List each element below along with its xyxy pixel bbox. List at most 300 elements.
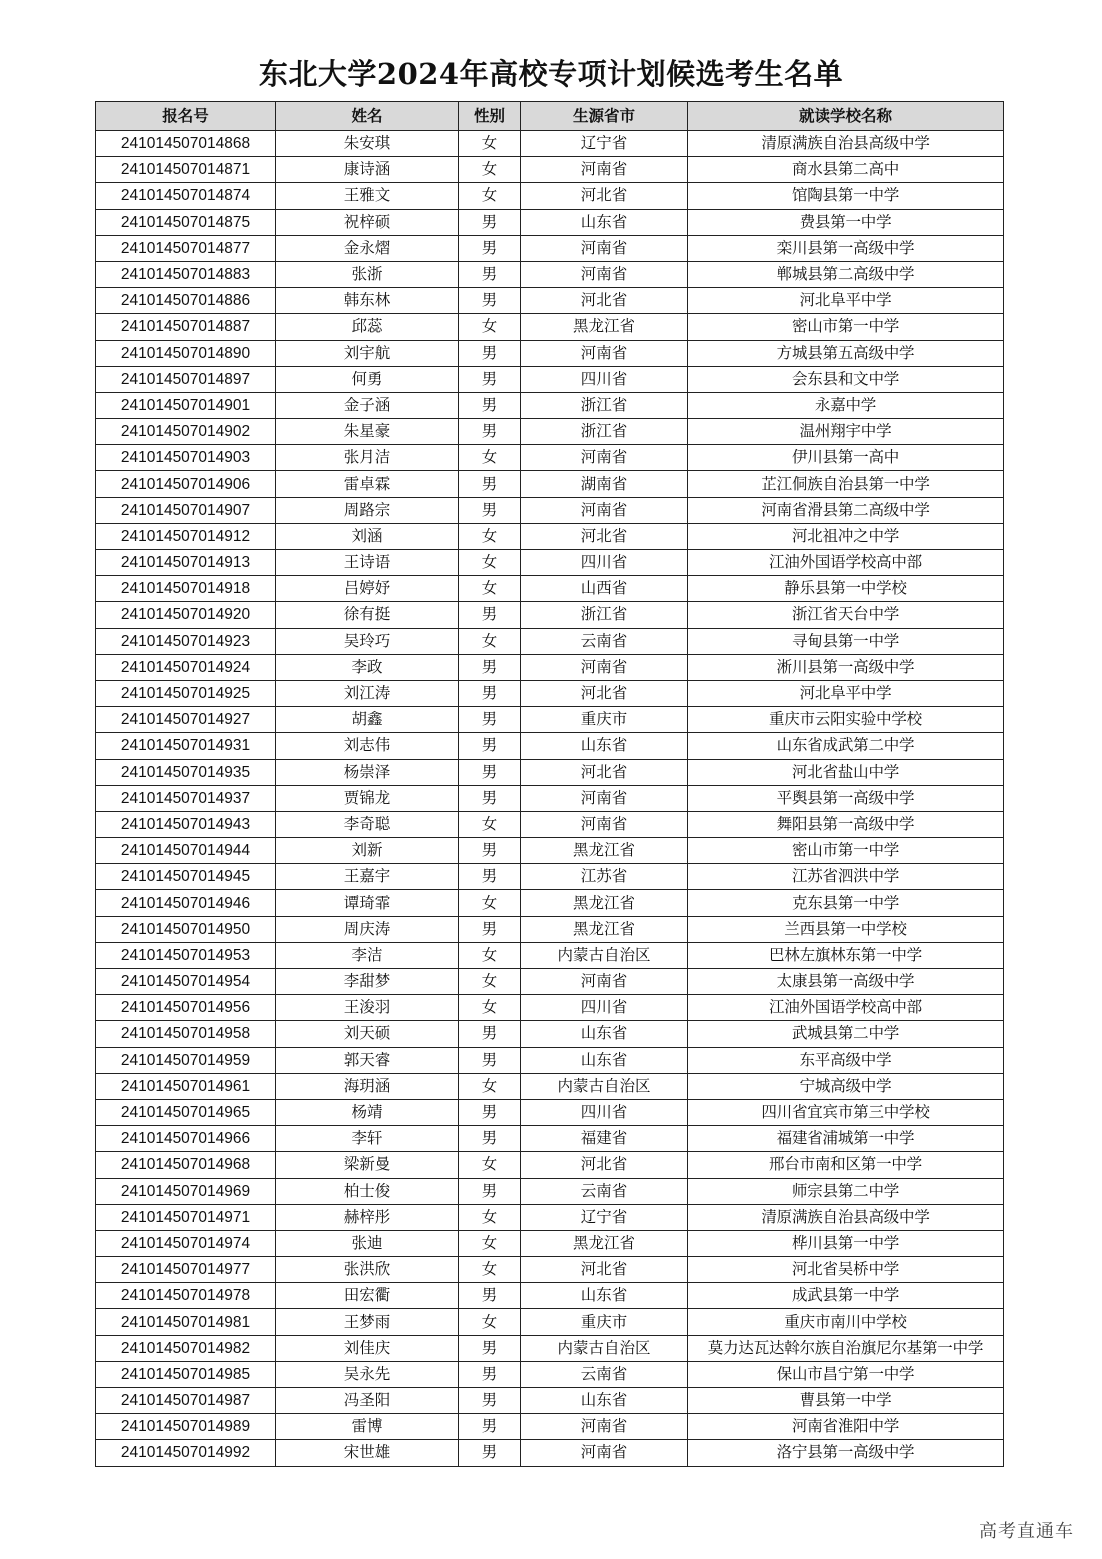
cell-school: 清原满族自治县高级中学: [688, 131, 1004, 157]
table-row: [96, 1230, 1004, 1256]
cell-province: 河南省: [521, 340, 688, 366]
cell-name: 刘新: [276, 838, 459, 864]
cell-id: 241014507014985: [96, 1361, 276, 1387]
cell-school: 清原满族自治县高级中学: [688, 1204, 1004, 1230]
cell-province: 山东省: [521, 1388, 688, 1414]
cell-school: 曹县第一中学: [688, 1388, 1004, 1414]
cell-id: 241014507014931: [96, 733, 276, 759]
header-province: 生源省市: [521, 102, 688, 131]
cell-gender: 男: [459, 235, 521, 261]
cell-province: 河北省: [521, 288, 688, 314]
cell-gender: 女: [459, 1152, 521, 1178]
header-name: 姓名: [276, 102, 459, 131]
cell-gender: 女: [459, 1204, 521, 1230]
table-row: [96, 550, 1004, 576]
cell-province: 河北省: [521, 523, 688, 549]
cell-province: 福建省: [521, 1126, 688, 1152]
cell-name: 李洁: [276, 942, 459, 968]
table-row: [96, 1414, 1004, 1440]
cell-name: 刘天硕: [276, 1021, 459, 1047]
cell-gender: 男: [459, 1283, 521, 1309]
cell-name: 冯圣阳: [276, 1388, 459, 1414]
header-school: 就读学校名称: [688, 102, 1004, 131]
cell-province: 四川省: [521, 550, 688, 576]
cell-id: 241014507014918: [96, 576, 276, 602]
cell-name: 张月洁: [276, 445, 459, 471]
cell-id: 241014507014992: [96, 1440, 276, 1466]
table-row: [96, 995, 1004, 1021]
cell-id: 241014507014971: [96, 1204, 276, 1230]
cell-school: 保山市昌宁第一中学: [688, 1361, 1004, 1387]
cell-gender: 男: [459, 864, 521, 890]
table-row: [96, 445, 1004, 471]
cell-province: 内蒙古自治区: [521, 1073, 688, 1099]
cell-gender: 男: [459, 759, 521, 785]
cell-province: 浙江省: [521, 419, 688, 445]
cell-id: 241014507014959: [96, 1047, 276, 1073]
cell-school: 洛宁县第一高级中学: [688, 1440, 1004, 1466]
cell-name: 宋世雄: [276, 1440, 459, 1466]
cell-province: 河北省: [521, 680, 688, 706]
cell-province: 江苏省: [521, 864, 688, 890]
cell-school: 河北阜平中学: [688, 680, 1004, 706]
table-row: [96, 1021, 1004, 1047]
cell-school: 东平高级中学: [688, 1047, 1004, 1073]
cell-name: 韩东林: [276, 288, 459, 314]
cell-name: 张洪欣: [276, 1257, 459, 1283]
cell-name: 刘涵: [276, 523, 459, 549]
cell-gender: 男: [459, 916, 521, 942]
cell-name: 郭天睿: [276, 1047, 459, 1073]
cell-name: 胡鑫: [276, 707, 459, 733]
cell-school: 郸城县第二高级中学: [688, 261, 1004, 287]
cell-gender: 男: [459, 497, 521, 523]
cell-id: 241014507014982: [96, 1335, 276, 1361]
cell-province: 辽宁省: [521, 131, 688, 157]
cell-province: 四川省: [521, 995, 688, 1021]
cell-school: 静乐县第一中学校: [688, 576, 1004, 602]
cell-id: 241014507014883: [96, 261, 276, 287]
cell-gender: 女: [459, 995, 521, 1021]
cell-school: 重庆市云阳实验中学校: [688, 707, 1004, 733]
cell-school: 浙江省天台中学: [688, 602, 1004, 628]
cell-name: 朱星豪: [276, 419, 459, 445]
cell-name: 雷博: [276, 1414, 459, 1440]
cell-school: 寻甸县第一中学: [688, 628, 1004, 654]
cell-school: 成武县第一中学: [688, 1283, 1004, 1309]
table-row: [96, 1047, 1004, 1073]
cell-province: 河北省: [521, 183, 688, 209]
cell-gender: 男: [459, 1335, 521, 1361]
table-row: [96, 1440, 1004, 1466]
cell-province: 山东省: [521, 1021, 688, 1047]
cell-gender: 男: [459, 1178, 521, 1204]
cell-province: 辽宁省: [521, 1204, 688, 1230]
cell-id: 241014507014924: [96, 654, 276, 680]
cell-province: 黑龙江省: [521, 890, 688, 916]
cell-province: 河南省: [521, 1414, 688, 1440]
cell-name: 吴玲巧: [276, 628, 459, 654]
cell-gender: 男: [459, 707, 521, 733]
cell-province: 浙江省: [521, 392, 688, 418]
table-body: [96, 131, 1004, 1467]
cell-name: 海玥涵: [276, 1073, 459, 1099]
table-row: [96, 1361, 1004, 1387]
table-row: [96, 916, 1004, 942]
cell-id: 241014507014887: [96, 314, 276, 340]
table-row: [96, 1257, 1004, 1283]
table-row: [96, 288, 1004, 314]
cell-school: 密山市第一中学: [688, 838, 1004, 864]
cell-gender: 男: [459, 392, 521, 418]
table-row: [96, 1283, 1004, 1309]
cell-id: 241014507014925: [96, 680, 276, 706]
cell-name: 田宏衢: [276, 1283, 459, 1309]
cell-school: 密山市第一中学: [688, 314, 1004, 340]
cell-id: 241014507014977: [96, 1257, 276, 1283]
cell-gender: 男: [459, 366, 521, 392]
cell-gender: 女: [459, 445, 521, 471]
cell-school: 会东县和文中学: [688, 366, 1004, 392]
table-row: [96, 785, 1004, 811]
cell-gender: 男: [459, 1388, 521, 1414]
cell-gender: 男: [459, 1099, 521, 1125]
table-row: [96, 707, 1004, 733]
header-id: 报名号: [96, 102, 276, 131]
cell-province: 山西省: [521, 576, 688, 602]
cell-province: 河南省: [521, 235, 688, 261]
cell-gender: 男: [459, 733, 521, 759]
cell-id: 241014507014901: [96, 392, 276, 418]
cell-id: 241014507014974: [96, 1230, 276, 1256]
cell-school: 费县第一中学: [688, 209, 1004, 235]
table-row: [96, 628, 1004, 654]
cell-id: 241014507014906: [96, 471, 276, 497]
cell-id: 241014507014886: [96, 288, 276, 314]
cell-name: 梁新曼: [276, 1152, 459, 1178]
cell-name: 何勇: [276, 366, 459, 392]
cell-school: 江苏省泗洪中学: [688, 864, 1004, 890]
cell-name: 柏士俊: [276, 1178, 459, 1204]
cell-id: 241014507014978: [96, 1283, 276, 1309]
cell-province: 内蒙古自治区: [521, 1335, 688, 1361]
cell-name: 雷卓霖: [276, 471, 459, 497]
cell-id: 241014507014981: [96, 1309, 276, 1335]
cell-gender: 男: [459, 1021, 521, 1047]
table-row: [96, 602, 1004, 628]
cell-province: 云南省: [521, 1178, 688, 1204]
cell-gender: 男: [459, 602, 521, 628]
cell-gender: 女: [459, 131, 521, 157]
cell-gender: 男: [459, 838, 521, 864]
cell-name: 谭琦霏: [276, 890, 459, 916]
table-header-row: [96, 102, 1004, 131]
table-row: [96, 759, 1004, 785]
cell-school: 河南省滑县第二高级中学: [688, 497, 1004, 523]
cell-id: 241014507014965: [96, 1099, 276, 1125]
cell-province: 山东省: [521, 1047, 688, 1073]
cell-id: 241014507014907: [96, 497, 276, 523]
cell-id: 241014507014923: [96, 628, 276, 654]
cell-gender: 女: [459, 1073, 521, 1099]
cell-gender: 男: [459, 1414, 521, 1440]
cell-province: 云南省: [521, 628, 688, 654]
cell-province: 四川省: [521, 1099, 688, 1125]
cell-province: 湖南省: [521, 471, 688, 497]
document-title: 东北大学2024年高校专项计划候选考生名单: [258, 57, 844, 91]
cell-id: 241014507014954: [96, 969, 276, 995]
cell-gender: 男: [459, 785, 521, 811]
watermark: 高考直通车: [979, 1521, 1074, 1542]
cell-name: 邱蕊: [276, 314, 459, 340]
candidate-table: [95, 101, 1004, 1467]
cell-province: 浙江省: [521, 602, 688, 628]
cell-id: 241014507014912: [96, 523, 276, 549]
cell-gender: 女: [459, 183, 521, 209]
cell-name: 周庆涛: [276, 916, 459, 942]
cell-name: 李奇聪: [276, 811, 459, 837]
cell-id: 241014507014969: [96, 1178, 276, 1204]
cell-name: 贾锦龙: [276, 785, 459, 811]
cell-id: 241014507014937: [96, 785, 276, 811]
cell-name: 刘志伟: [276, 733, 459, 759]
cell-name: 杨崇泽: [276, 759, 459, 785]
cell-name: 徐有挺: [276, 602, 459, 628]
cell-school: 福建省浦城第一中学: [688, 1126, 1004, 1152]
cell-name: 吴永先: [276, 1361, 459, 1387]
cell-province: 河南省: [521, 261, 688, 287]
cell-name: 赫梓彤: [276, 1204, 459, 1230]
cell-gender: 男: [459, 654, 521, 680]
cell-school: 舞阳县第一高级中学: [688, 811, 1004, 837]
cell-school: 河北省盐山中学: [688, 759, 1004, 785]
cell-province: 四川省: [521, 366, 688, 392]
cell-province: 黑龙江省: [521, 916, 688, 942]
table-row: [96, 497, 1004, 523]
cell-gender: 女: [459, 1230, 521, 1256]
cell-name: 李甜梦: [276, 969, 459, 995]
cell-name: 吕婷妤: [276, 576, 459, 602]
cell-school: 重庆市南川中学校: [688, 1309, 1004, 1335]
table-row: [96, 235, 1004, 261]
cell-gender: 女: [459, 523, 521, 549]
cell-id: 241014507014874: [96, 183, 276, 209]
cell-name: 金子涵: [276, 392, 459, 418]
cell-province: 黑龙江省: [521, 1230, 688, 1256]
cell-name: 张迪: [276, 1230, 459, 1256]
cell-gender: 女: [459, 969, 521, 995]
cell-school: 平舆县第一高级中学: [688, 785, 1004, 811]
cell-school: 馆陶县第一中学: [688, 183, 1004, 209]
table-row: [96, 1178, 1004, 1204]
cell-id: 241014507014868: [96, 131, 276, 157]
cell-gender: 男: [459, 261, 521, 287]
table-row: [96, 1099, 1004, 1125]
cell-province: 河北省: [521, 759, 688, 785]
cell-gender: 男: [459, 1440, 521, 1466]
cell-name: 周路宗: [276, 497, 459, 523]
cell-id: 241014507014897: [96, 366, 276, 392]
cell-province: 山东省: [521, 1283, 688, 1309]
cell-school: 淅川县第一高级中学: [688, 654, 1004, 680]
cell-gender: 男: [459, 209, 521, 235]
cell-school: 江油外国语学校高中部: [688, 995, 1004, 1021]
cell-province: 河南省: [521, 654, 688, 680]
cell-province: 河南省: [521, 785, 688, 811]
cell-school: 桦川县第一中学: [688, 1230, 1004, 1256]
cell-name: 李政: [276, 654, 459, 680]
table-row: [96, 523, 1004, 549]
cell-name: 王浚羽: [276, 995, 459, 1021]
cell-id: 241014507014987: [96, 1388, 276, 1414]
cell-gender: 女: [459, 1257, 521, 1283]
cell-gender: 男: [459, 680, 521, 706]
cell-id: 241014507014958: [96, 1021, 276, 1047]
cell-school: 克东县第一中学: [688, 890, 1004, 916]
cell-gender: 男: [459, 1126, 521, 1152]
cell-province: 山东省: [521, 733, 688, 759]
cell-province: 河南省: [521, 969, 688, 995]
cell-gender: 男: [459, 1047, 521, 1073]
cell-id: 241014507014913: [96, 550, 276, 576]
cell-id: 241014507014966: [96, 1126, 276, 1152]
cell-gender: 男: [459, 471, 521, 497]
table-row: [96, 392, 1004, 418]
cell-id: 241014507014961: [96, 1073, 276, 1099]
cell-school: 商水县第二高中: [688, 157, 1004, 183]
table-row: [96, 654, 1004, 680]
cell-name: 刘江涛: [276, 680, 459, 706]
cell-province: 河北省: [521, 1152, 688, 1178]
cell-gender: 男: [459, 288, 521, 314]
cell-gender: 女: [459, 811, 521, 837]
cell-school: 方城县第五高级中学: [688, 340, 1004, 366]
table-row: [96, 1335, 1004, 1361]
cell-id: 241014507014902: [96, 419, 276, 445]
cell-id: 241014507014935: [96, 759, 276, 785]
cell-province: 河南省: [521, 497, 688, 523]
cell-gender: 女: [459, 157, 521, 183]
cell-gender: 男: [459, 419, 521, 445]
cell-school: 宁城高级中学: [688, 1073, 1004, 1099]
cell-school: 四川省宜宾市第三中学校: [688, 1099, 1004, 1125]
cell-gender: 女: [459, 942, 521, 968]
cell-name: 王雅文: [276, 183, 459, 209]
cell-province: 重庆市: [521, 707, 688, 733]
table-row: [96, 157, 1004, 183]
cell-school: 师宗县第二中学: [688, 1178, 1004, 1204]
cell-name: 王嘉宇: [276, 864, 459, 890]
cell-name: 杨靖: [276, 1099, 459, 1125]
table-row: [96, 419, 1004, 445]
table-row: [96, 1204, 1004, 1230]
cell-province: 内蒙古自治区: [521, 942, 688, 968]
cell-gender: 男: [459, 340, 521, 366]
cell-school: 武城县第二中学: [688, 1021, 1004, 1047]
cell-school: 莫力达瓦达斡尔族自治旗尼尔基第一中学: [688, 1335, 1004, 1361]
cell-id: 241014507014944: [96, 838, 276, 864]
cell-province: 河北省: [521, 1257, 688, 1283]
cell-school: 山东省成武第二中学: [688, 733, 1004, 759]
cell-gender: 女: [459, 890, 521, 916]
cell-name: 李轩: [276, 1126, 459, 1152]
cell-province: 河南省: [521, 445, 688, 471]
table-row: [96, 209, 1004, 235]
table-row: [96, 864, 1004, 890]
cell-province: 山东省: [521, 209, 688, 235]
cell-gender: 女: [459, 576, 521, 602]
cell-province: 黑龙江省: [521, 838, 688, 864]
table-row: [96, 261, 1004, 287]
table-row: [96, 969, 1004, 995]
cell-id: 241014507014989: [96, 1414, 276, 1440]
table-row: [96, 1309, 1004, 1335]
cell-name: 张浙: [276, 261, 459, 287]
cell-school: 栾川县第一高级中学: [688, 235, 1004, 261]
cell-id: 241014507014920: [96, 602, 276, 628]
cell-school: 邢台市南和区第一中学: [688, 1152, 1004, 1178]
cell-province: 黑龙江省: [521, 314, 688, 340]
cell-id: 241014507014943: [96, 811, 276, 837]
cell-id: 241014507014946: [96, 890, 276, 916]
table-row: [96, 366, 1004, 392]
cell-gender: 女: [459, 1309, 521, 1335]
cell-school: 芷江侗族自治县第一中学: [688, 471, 1004, 497]
cell-school: 河北省吴桥中学: [688, 1257, 1004, 1283]
cell-id: 241014507014968: [96, 1152, 276, 1178]
cell-id: 241014507014871: [96, 157, 276, 183]
table-row: [96, 1152, 1004, 1178]
header-gender: 性别: [459, 102, 521, 131]
cell-id: 241014507014903: [96, 445, 276, 471]
cell-name: 康诗涵: [276, 157, 459, 183]
table-row: [96, 942, 1004, 968]
cell-province: 河南省: [521, 1440, 688, 1466]
table-row: [96, 340, 1004, 366]
cell-school: 永嘉中学: [688, 392, 1004, 418]
table-row: [96, 1073, 1004, 1099]
cell-id: 241014507014927: [96, 707, 276, 733]
cell-gender: 男: [459, 1361, 521, 1387]
cell-gender: 女: [459, 314, 521, 340]
cell-name: 王梦雨: [276, 1309, 459, 1335]
cell-name: 刘宇航: [276, 340, 459, 366]
cell-name: 王诗语: [276, 550, 459, 576]
cell-school: 河南省淮阳中学: [688, 1414, 1004, 1440]
table-row: [96, 183, 1004, 209]
cell-school: 温州翔宇中学: [688, 419, 1004, 445]
cell-school: 河北阜平中学: [688, 288, 1004, 314]
cell-id: 241014507014877: [96, 235, 276, 261]
cell-id: 241014507014875: [96, 209, 276, 235]
cell-school: 巴林左旗林东第一中学: [688, 942, 1004, 968]
cell-id: 241014507014890: [96, 340, 276, 366]
cell-school: 兰西县第一中学校: [688, 916, 1004, 942]
cell-province: 河南省: [521, 157, 688, 183]
cell-school: 江油外国语学校高中部: [688, 550, 1004, 576]
table-row: [96, 838, 1004, 864]
cell-id: 241014507014945: [96, 864, 276, 890]
cell-name: 朱安琪: [276, 131, 459, 157]
cell-name: 金永熠: [276, 235, 459, 261]
table-row: [96, 314, 1004, 340]
table-row: [96, 471, 1004, 497]
cell-gender: 女: [459, 550, 521, 576]
table-row: [96, 131, 1004, 157]
cell-gender: 女: [459, 628, 521, 654]
cell-province: 河南省: [521, 811, 688, 837]
table-row: [96, 1126, 1004, 1152]
